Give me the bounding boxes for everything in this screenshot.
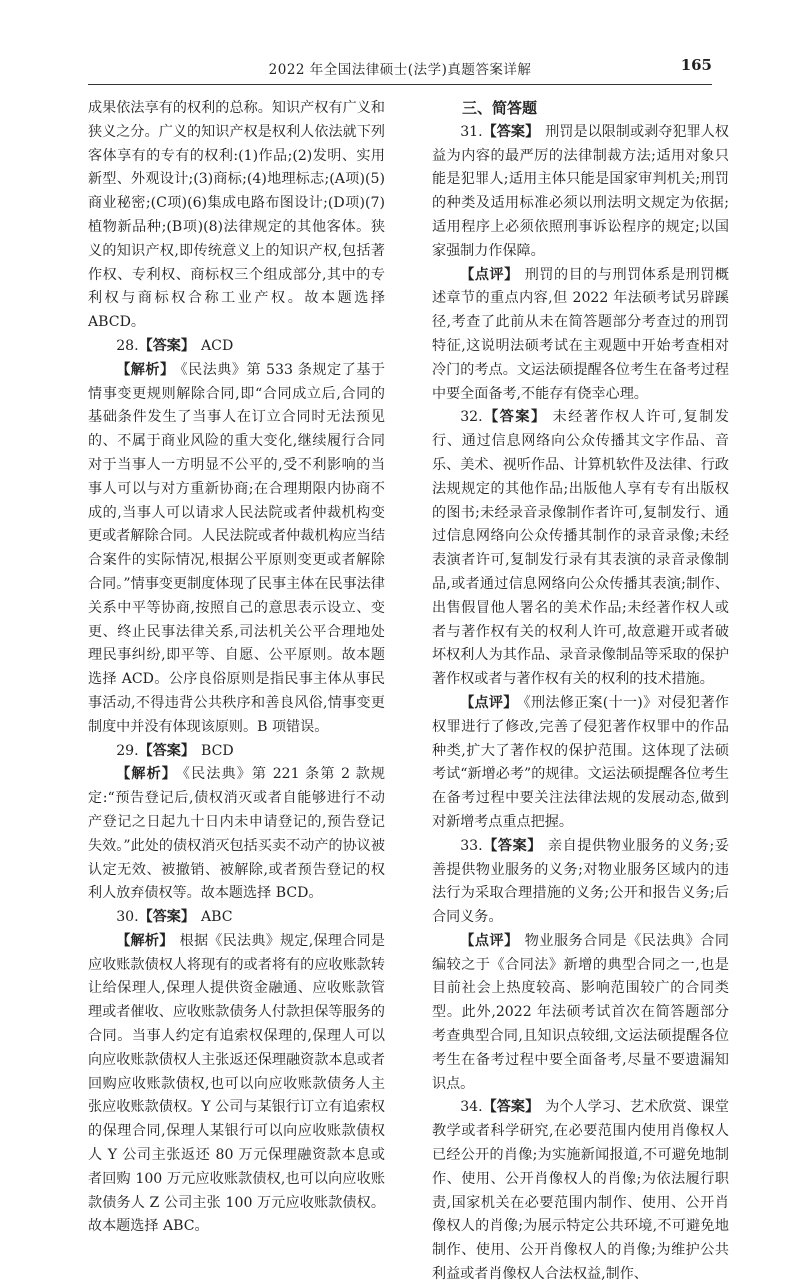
q30-analysis-text: 根据《民法典》规定,保理合同是应收账款债权人将现有的或者将有的应收账款转让给保理人,保理人提供资金融通、应收账款管理或者催收、应收账款债务人付款担保等服务的合同。当事人约定有追索权保理的,保理人可以向应收账款债权人主张返还保理融资款本息或者回购应收账款债权,也可以向应收账款债务人主张应收账款债权。Y 公司与某银行订立有追索权的保理合同,保理人某银行可以向应收账款债权人 Y 公司主张返还 80 万元保理融资款本息或者回购 100 万元应收账款债权,也可以向应收账款债务人 Z 公司主张 100 万元应收账款债权。故本题选择 ABC。	[88, 932, 385, 1235]
comment-tag: 【点评】	[460, 694, 518, 711]
q29-number: 29.	[116, 742, 139, 759]
q31-comment	[432, 264, 729, 407]
analysis-tag: 【解析】	[116, 361, 175, 378]
q30-number: 30.	[116, 909, 139, 926]
q33-comment	[432, 930, 729, 1097]
left-column	[88, 97, 385, 1239]
q30-analysis	[88, 930, 385, 1239]
right-column	[432, 97, 729, 1287]
q32-comment	[432, 692, 729, 835]
page-header	[88, 56, 712, 82]
q32-number: 32.	[460, 409, 483, 426]
q32-answer	[432, 406, 729, 692]
analysis-tag: 【解析】	[116, 766, 177, 783]
q29-answer-line	[88, 740, 385, 764]
answer-tag: 【答案】	[138, 909, 195, 926]
q33-answer-text: 亲自提供物业服务的义务;妥善提供物业服务的义务;对物业服务区域内的违法行为采取合理措施的义务;公开和报告义务;后合同义务。	[432, 837, 729, 926]
q34-answer-text: 为个人学习、艺术欣赏、课堂教学或者科学研究,在必要范围内使用肖像权人已经公开的肖像;为实施新闻报道,不可避免地制作、使用、公开肖像权人的肖像;为依法履行职责,国家机关在必要范围内制作、使用、公开肖像权人的肖像;为展示特定公共环境,不可避免地制作、使用、公开肖像权人的肖像;为维护公共利益或者肖像权人合法权益,制作、	[432, 1099, 729, 1283]
q28-analysis	[88, 359, 385, 740]
analysis-tag: 【解析】	[116, 932, 174, 949]
comment-tag: 【点评】	[460, 266, 519, 283]
q31-comment-text: 刑罚的目的与刑罚体系是刑罚概述章节的重点内容,但 2022 年法硕考试另辟蹊径,考查了此前从未在简答题部分考查过的刑罚特征,这说明法硕考试在主观题中开始考查相对冷门的考点。文运法硕提醒各位考生在备考过程中要全面备考,不能存有侥幸心理。	[432, 266, 730, 402]
q33-number: 33.	[460, 837, 483, 854]
q33-answer	[432, 835, 729, 930]
q33-comment-text: 物业服务合同是《民法典》合同编较之于《合同法》新增的典型合同之一,也是目前社会上热度较高、影响范围较广的合同类型。此外,2022 年法硕考试首次在简答题部分考查典型合同,且知识点较细,文运法硕提醒各位考生在备考过程中要全面备考,尽量不要遗漏知识点。	[432, 932, 730, 1092]
q32-answer-text: 未经著作权人许可,复制发行、通过信息网络向公众传播其文字作品、音乐、美术、视听作品、计算机软件及法律、行政法规规定的其他作品;出版他人享有专有出版权的图书;未经录音录像制作者许可,复制发行、通过信息网络向公众传播其制作的录音录像;未经表演者许可,复制发行录有其表演的录音录像制品,或者通过信息网络向公众传播其表演;制作、出售假冒他人署名的美术作品;未经著作权人或者与著作权有关的权利人许可,故意避开或者破坏权利人为其作品、录音录像制品等采取的保护著作权或者与著作权有关的权利的技术措施。	[432, 409, 729, 688]
answer-tag: 【答案】	[138, 742, 195, 759]
intro-paragraph: 成果依法享有的权利的总称。知识产权有广义和狭义之分。广义的知识产权是权利人依法就下列客体享有的专有的权利:(1)作品;(2)发明、实用新型、外观设计;(3)商标;(4)地理标志;(A项)(5)商业秘密;(C项)(6)集成电路布图设计;(D项)(7)植物新品种;(B项)(8)法律规定的其他客体。狭义的知识产权,即传统意义上的知识产权,包括著作权、专利权、商标权三个组成部分,其中的专利权与商标权合称工业产权。故本题选择 ABCD。	[88, 100, 385, 331]
q31-number: 31.	[460, 123, 483, 140]
q31-answer-text: 刑罚是以限制或剥夺犯罪人权益为内容的最严厉的法律制裁方法;适用对象只能是犯罪人;适用主体只能是国家审判机关;刑罚的种类及适用标准必须以刑法明文规定为依据;适用程序上必须依照刑事诉讼程序的规定;以国家强制力作保障。	[432, 123, 729, 259]
q28-answer: ACD	[200, 337, 234, 354]
page-number: 165	[680, 56, 712, 74]
q29-analysis-text: 《民法典》第 221 条第 2 款规定:“预告登记后,债权消灭或者自能够进行不动产登记之日起九十日内未申请登记的,预告登记失效。”此处的债权消灭包括买卖不动产的协议被认定无效、被撤销、被解除,或者预告登记的权利人放弃债权等。故本题选择 BCD。	[88, 766, 385, 902]
q29-answer: BCD	[200, 742, 234, 759]
q28-answer-line	[88, 335, 385, 359]
q32-comment-text: 《刑法修正案(十一)》对侵犯著作权罪进行了修改,完善了侵犯著作权罪中的作品种类,扩大了著作权的保护范围。这体现了法硕考试“新增必考”的规律。文运法硕提醒各位考生在备考过程中要关注法律法规的发展动态,做到对新增考点重点把握。	[432, 694, 729, 830]
q31-answer	[432, 121, 729, 264]
answer-tag: 【答案】	[482, 123, 540, 140]
answer-tag: 【答案】	[138, 337, 195, 354]
q28-analysis-text: 《民法典》第 533 条规定了基于情事变更规则解除合同,即“合同成立后,合同的基础条件发生了当事人在订立合同时无法预见的、不属于商业风险的重大变化,继续履行合同对于当事人一方明显不公平的,受不利影响的当事人可以与对方重新协商;在合理期限内协商不成的,当事人可以请求人民法院或者仲裁机构变更或者解除合同。人民法院或者仲裁机构应当结合案件的实际情况,根据公平原则变更或者解除合同。”情事变更制度体现了民事主体在民事法律关系中平等协商,按照自己的意思表示设立、变更、终止民事法律关系,司法机关公平合理地处理民事纠纷,即平等、自愿、公平原则。故本题选择 ACD。公序良俗原则是指民事主体从事民事活动,不得违背公共秩序和善良风俗,情事变更制度中并没有体现该原则。B 项错误。	[88, 361, 385, 735]
q30-answer: ABC	[200, 909, 233, 926]
q28-number: 28.	[116, 337, 139, 354]
q29-analysis	[88, 763, 385, 906]
answer-tag: 【答案】	[482, 409, 547, 426]
section-title: 三、简答题	[462, 99, 538, 117]
answer-tag: 【答案】	[482, 1099, 540, 1116]
answer-tag: 【答案】	[482, 837, 542, 854]
q34-number: 34.	[460, 1099, 483, 1116]
running-title: 2022 年全国法律硕士(法学)真题答案详解	[268, 62, 532, 78]
q34-answer	[432, 1096, 729, 1286]
header-rule	[88, 84, 712, 85]
q30-answer-line	[88, 906, 385, 930]
comment-tag: 【点评】	[460, 932, 519, 949]
